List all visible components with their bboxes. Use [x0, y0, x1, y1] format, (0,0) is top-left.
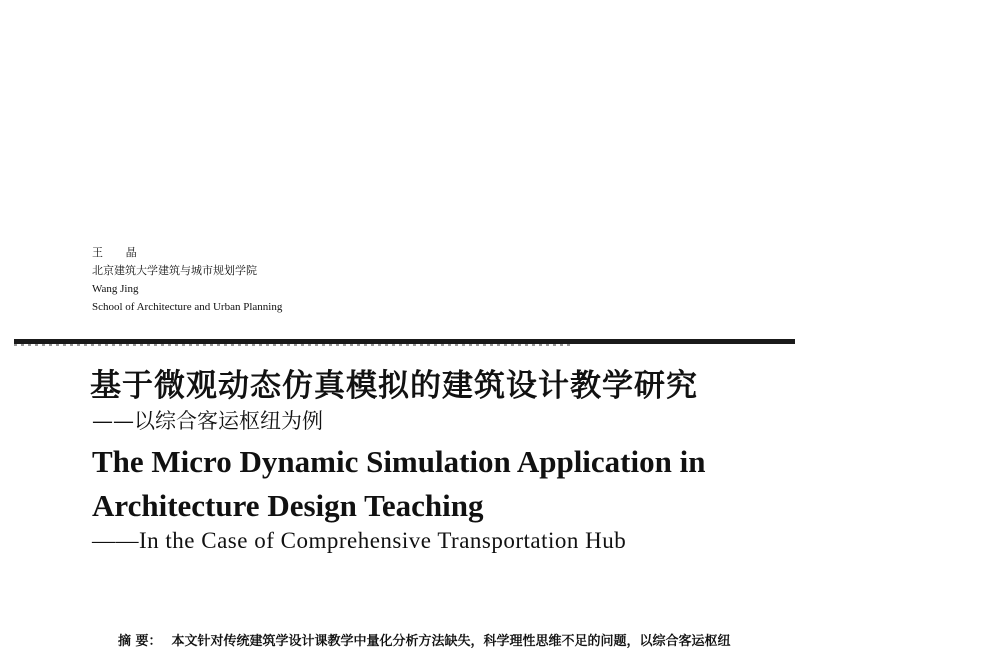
title-english-line-1: The Micro Dynamic Simulation Application in	[92, 444, 706, 479]
author-affiliation-en: School of Architecture and Urban Planning	[92, 301, 283, 313]
title-chinese: 基于微观动态仿真模拟的建筑设计教学研究	[90, 368, 698, 404]
subtitle-english: ——In the Case of Comprehensive Transportation Hub	[92, 528, 627, 553]
title-english	[92, 440, 705, 528]
divider-print-texture	[14, 344, 574, 346]
subtitle-chinese: ——以综合客运枢纽为例	[92, 409, 323, 433]
author-name-cn: 王 晶	[92, 247, 147, 259]
abstract-first-line	[118, 630, 731, 649]
author-name-en: Wang Jing	[92, 283, 139, 295]
title-english-line-2: Architecture Design Teaching	[92, 488, 484, 523]
author-affiliation-cn: 北京建筑大学建筑与城市规划学院	[92, 265, 257, 277]
author-block	[92, 244, 282, 316]
abstract-text: 本文针对传统建筑学设计课教学中量化分析方法缺失，科学理性思维不足的问题，以综合客运枢纽	[171, 634, 731, 649]
abstract-label: 摘 要：	[118, 634, 162, 649]
